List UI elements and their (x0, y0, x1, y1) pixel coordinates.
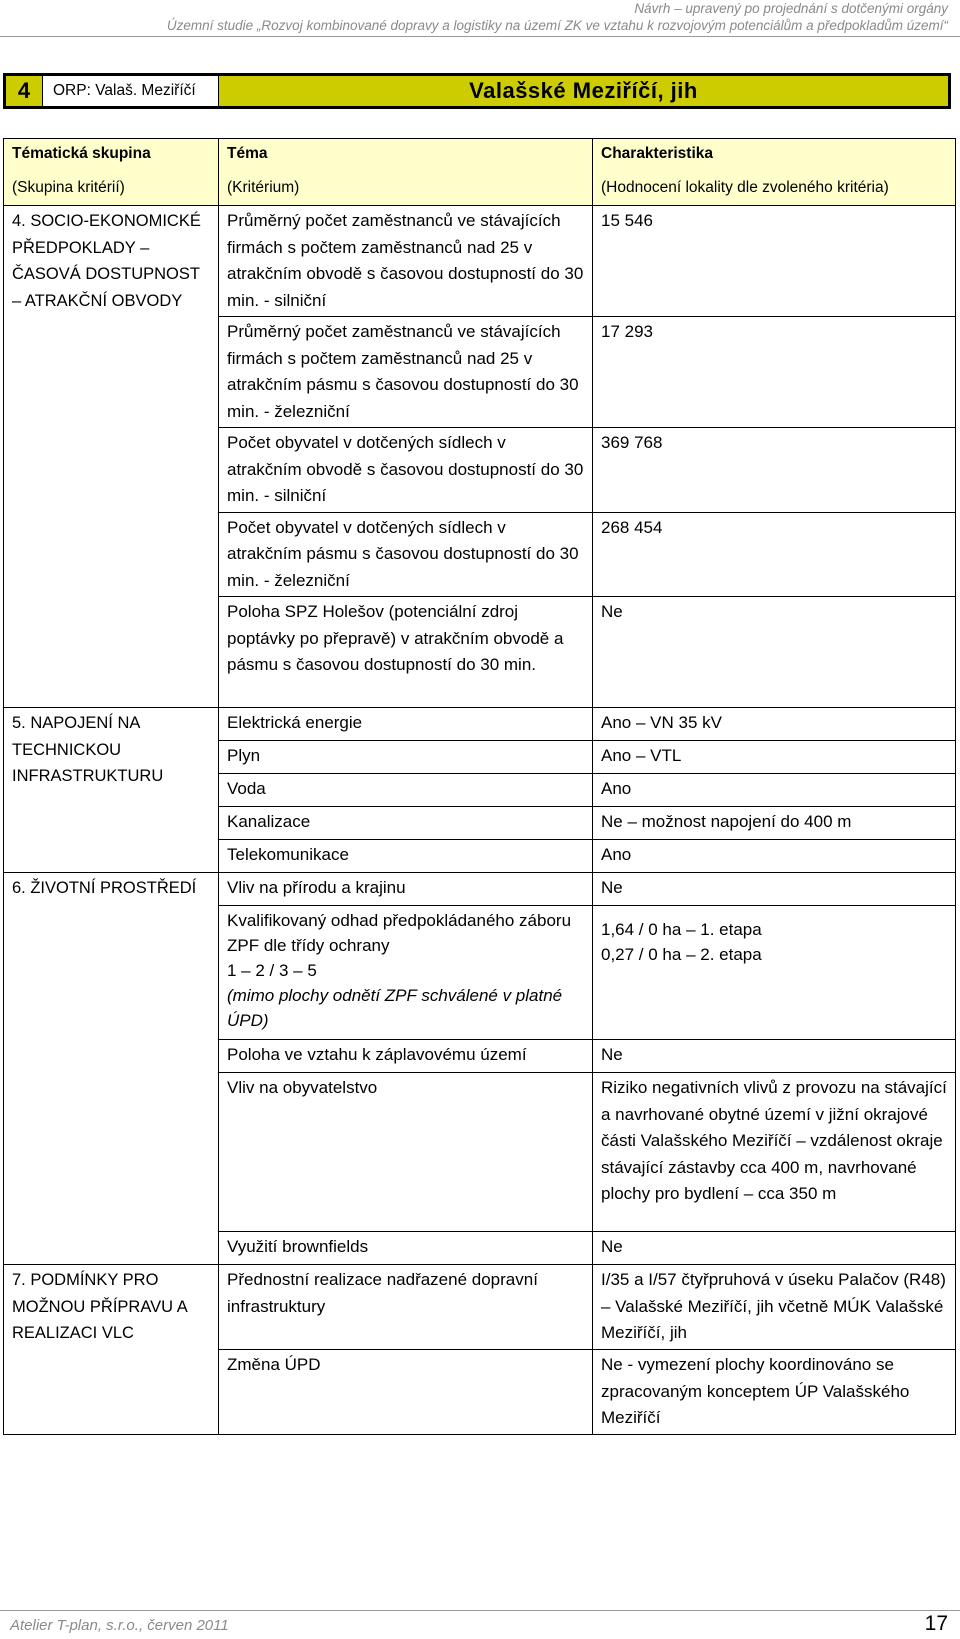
row-value: Ne (593, 873, 956, 906)
row-theme: Elektrická energie (219, 708, 593, 741)
row-value: Ano (593, 774, 956, 807)
row-value: Ano – VN 35 kV (593, 708, 956, 741)
locality-number: 4 (6, 76, 43, 106)
col2-title: Téma (219, 139, 593, 174)
row-theme: Poloha ve vztahu k záplavovému území (219, 1040, 593, 1073)
header-line-2: Územní studie „Rozvoj kombinované dopravy a logistiky na území ZK ve vztahu k rozvojovým potenciálům a předpokladům území“ (166, 18, 948, 33)
row-theme: Přednostní realizace nadřazené dopravní infrastruktury (219, 1265, 593, 1350)
locality-title-bar (3, 73, 951, 109)
row-value: Ne (593, 597, 956, 708)
row-theme: Počet obyvatel v dotčených sídlech v atrakčním obvodě s časovou dostupností do 30 min. - silniční (219, 428, 593, 513)
row-value: Ano (593, 840, 956, 873)
col2-subtitle: (Kritérium) (219, 173, 593, 206)
row-value: I/35 a I/57 čtyřpruhová v úseku Palačov (R48) – Valašské Meziříčí, jih včetně MÚK Valašské Meziříčí, jih (593, 1265, 956, 1350)
row-value: 15 546 (593, 206, 956, 317)
zpf-value-stage-1: 1,64 / 0 ha – 1. etapa (601, 920, 762, 939)
row-theme: Vliv na přírodu a krajinu (219, 873, 593, 906)
criteria-table (3, 138, 956, 1435)
header-rule (0, 36, 960, 37)
row-value: 369 768 (593, 428, 956, 513)
row-value: Riziko negativních vlivů z provozu na stávající a navrhované obytné území v jižní okrajové části Valašského Meziříčí – vzdálenost okraje stávající zástavby cca 400 m, navrhované plochy pro bydlení – cca 350 m (593, 1073, 956, 1232)
zpf-theme-note: (mimo plochy odnětí ZPF schválené v platné ÚPD) (227, 986, 563, 1030)
row-theme: Poloha SPZ Holešov (potenciální zdroj poptávky po přepravě) v atrakčním obvodě a pásmu s časovou dostupností do 30 min. (219, 597, 593, 708)
page-header (167, 0, 948, 34)
zpf-value-cell (593, 906, 956, 1040)
row-theme: Kanalizace (219, 807, 593, 840)
col1-subtitle: (Skupina kritérií) (4, 173, 219, 206)
group-4-name: 4. SOCIO-EKONOMICKÉ PŘEDPOKLADY – ČASOVÁ DOSTUPNOST – ATRAKČNÍ OBVODY (4, 206, 219, 708)
footer-author: Atelier T-plan, s.r.o., červen 2011 (10, 1617, 229, 1634)
row-value: Ne - vymezení plochy koordinováno se zpracovaným konceptem ÚP Valašského Meziříčí (593, 1350, 956, 1435)
row-theme: Vliv na obyvatelstvo (219, 1073, 593, 1232)
row-theme: Změna ÚPD (219, 1350, 593, 1435)
row-theme: Využití brownfields (219, 1232, 593, 1265)
col3-title: Charakteristika (593, 139, 956, 174)
row-theme: Počet obyvatel v dotčených sídlech v atrakčním pásmu s časovou dostupností do 30 min. - železniční (219, 512, 593, 597)
header-line-1: Návrh – upravený po projednání s dotčenými orgány (634, 1, 948, 16)
row-value: Ne (593, 1040, 956, 1073)
zpf-theme-cell (219, 906, 593, 1040)
table-head-row-subtitles (4, 173, 956, 206)
row-theme: Průměrný počet zaměstnanců ve stávajících firmách s počtem zaměstnanců nad 25 v atrakčním pásmu s časovou dostupností do 30 min. - železniční (219, 317, 593, 428)
row-value: 268 454 (593, 512, 956, 597)
group-6-name: 6. ŽIVOTNÍ PROSTŘEDÍ (4, 873, 219, 1265)
group-5-name: 5. NAPOJENÍ NA TECHNICKOU INFRASTRUKTURU (4, 708, 219, 873)
col1-title: Tématická skupina (4, 139, 219, 174)
table-head-row-titles (4, 139, 956, 174)
table-row (4, 206, 956, 317)
row-value: Ano – VTL (593, 741, 956, 774)
row-theme: Voda (219, 774, 593, 807)
table-row (4, 873, 956, 906)
row-value: Ne (593, 1232, 956, 1265)
table-row (4, 708, 956, 741)
row-value: Ne – možnost napojení do 400 m (593, 807, 956, 840)
page-number: 17 (924, 1612, 948, 1635)
zpf-theme-classes: 1 – 2 / 3 – 5 (227, 961, 317, 980)
table-row (4, 1265, 956, 1350)
row-value: 17 293 (593, 317, 956, 428)
row-theme: Průměrný počet zaměstnanců ve stávajících firmách s počtem zaměstnanců nad 25 v atrakčním obvodě s časovou dostupností do 30 min. - silniční (219, 206, 593, 317)
locality-name: Valašské Meziříčí, jih (469, 78, 698, 103)
row-theme: Telekomunikace (219, 840, 593, 873)
row-theme: Plyn (219, 741, 593, 774)
col3-subtitle: (Hodnocení lokality dle zvoleného kritéria) (593, 173, 956, 206)
orp-label: ORP: Valaš. Meziříčí (43, 76, 219, 106)
zpf-value-stage-2: 0,27 / 0 ha – 2. etapa (601, 945, 762, 964)
group-7-name: 7. PODMÍNKY PRO MOŽNOU PŘÍPRAVU A REALIZACI VLC (4, 1265, 219, 1435)
footer-rule (0, 1610, 960, 1611)
zpf-theme-main: Kvalifikovaný odhad předpokládaného záboru ZPF dle třídy ochrany (227, 911, 572, 955)
